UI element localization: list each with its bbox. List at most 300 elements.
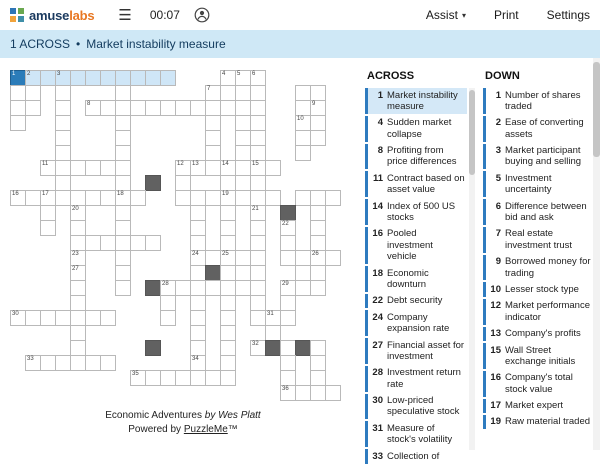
- grid-cell[interactable]: [115, 160, 131, 176]
- grid-cell[interactable]: [70, 205, 86, 221]
- grid-cell[interactable]: [115, 265, 131, 281]
- grid-cell-blocked: [205, 265, 221, 281]
- grid-cell[interactable]: [235, 250, 251, 266]
- grid-cell[interactable]: [310, 115, 326, 131]
- grid-cell[interactable]: [295, 115, 311, 131]
- grid-cell[interactable]: [265, 160, 281, 176]
- grid-cell[interactable]: [70, 160, 86, 176]
- clue-item[interactable]: [483, 88, 593, 114]
- grid-cell[interactable]: [220, 355, 236, 371]
- clue-item[interactable]: [483, 371, 593, 397]
- grid-cell[interactable]: [25, 100, 41, 116]
- grid-cell[interactable]: [205, 370, 221, 386]
- grid-cell[interactable]: [280, 220, 296, 236]
- grid-cell[interactable]: [250, 235, 266, 251]
- grid-cell[interactable]: [280, 370, 296, 386]
- crossword-grid: [10, 70, 356, 401]
- print-button[interactable]: Print: [493, 8, 519, 22]
- grid-cell[interactable]: [250, 250, 266, 266]
- grid-cell[interactable]: [310, 355, 326, 371]
- clue-item[interactable]: [365, 199, 467, 225]
- clue-number: 2: [495, 117, 501, 129]
- grid-cell[interactable]: [175, 175, 191, 191]
- clue-number: 10: [490, 283, 501, 295]
- cell-number: 18: [117, 191, 124, 197]
- grid-cell[interactable]: [250, 70, 266, 86]
- grid-cell[interactable]: [250, 175, 266, 191]
- grid-cell[interactable]: [115, 220, 131, 236]
- clue-item[interactable]: [483, 343, 593, 369]
- grid-cell[interactable]: [250, 85, 266, 101]
- grid-cell[interactable]: [25, 190, 41, 206]
- clue-text: Profiting from price differences: [387, 145, 457, 168]
- grid-cell[interactable]: [85, 355, 101, 371]
- grid-cell[interactable]: [70, 325, 86, 341]
- grid-cell[interactable]: [55, 85, 71, 101]
- clue-item[interactable]: [365, 449, 467, 463]
- grid-cell[interactable]: [70, 280, 86, 296]
- grid-cell[interactable]: [310, 100, 326, 116]
- grid-cell-blocked: [280, 205, 296, 221]
- grid-cell[interactable]: [40, 160, 56, 176]
- clue-item[interactable]: [483, 227, 593, 253]
- grid-cell[interactable]: [190, 265, 206, 281]
- banner-clue-ref: 1 ACROSS: [10, 37, 71, 51]
- grid-cell[interactable]: [250, 130, 266, 146]
- grid-cell[interactable]: [280, 235, 296, 251]
- grid-cell[interactable]: [250, 310, 266, 326]
- grid-cell[interactable]: [145, 370, 161, 386]
- grid-cell[interactable]: [220, 310, 236, 326]
- clue-item[interactable]: [483, 199, 593, 225]
- grid-cell[interactable]: [265, 310, 281, 326]
- clue-item[interactable]: [365, 88, 467, 114]
- clue-number: 7: [495, 228, 501, 240]
- assist-menu[interactable]: [426, 8, 466, 22]
- grid-cell[interactable]: [250, 190, 266, 206]
- grid-cell[interactable]: [190, 220, 206, 236]
- cell-number: 10: [297, 116, 304, 122]
- grid-cell[interactable]: [100, 190, 116, 206]
- grid-cell[interactable]: [220, 100, 236, 116]
- grid-cell[interactable]: [220, 295, 236, 311]
- clue-item[interactable]: [483, 116, 593, 142]
- grid-cell[interactable]: [220, 190, 236, 206]
- grid-cell[interactable]: [40, 310, 56, 326]
- grid-cell[interactable]: [250, 115, 266, 131]
- grid-cell[interactable]: [55, 70, 71, 86]
- grid-cell[interactable]: [115, 100, 131, 116]
- grid-cell[interactable]: [325, 190, 341, 206]
- grid-cell[interactable]: [220, 160, 236, 176]
- clue-text: Market performance indicator: [505, 300, 591, 323]
- cell-number: 19: [222, 191, 229, 197]
- grid-cell[interactable]: [220, 175, 236, 191]
- grid-cell[interactable]: [70, 190, 86, 206]
- grid-cell[interactable]: [40, 220, 56, 236]
- cell-number: 32: [252, 341, 259, 347]
- clue-item[interactable]: [483, 327, 593, 341]
- down-scrollbar-thumb[interactable]: [593, 62, 600, 157]
- user-icon: [194, 7, 210, 23]
- grid-cell[interactable]: [25, 85, 41, 101]
- grid-cell[interactable]: [160, 370, 176, 386]
- grid-cell[interactable]: [280, 295, 296, 311]
- grid-cell[interactable]: [220, 205, 236, 221]
- grid-cell[interactable]: [175, 160, 191, 176]
- grid-cell[interactable]: [115, 70, 131, 86]
- grid-cell[interactable]: [295, 190, 311, 206]
- grid-cell[interactable]: [115, 175, 131, 191]
- grid-cell[interactable]: [250, 145, 266, 161]
- user-button[interactable]: [194, 7, 210, 23]
- grid-cell[interactable]: [85, 235, 101, 251]
- grid-cell[interactable]: [85, 190, 101, 206]
- grid-cell[interactable]: [310, 220, 326, 236]
- clue-text: Market expert: [505, 400, 564, 412]
- grid-cell[interactable]: [70, 310, 86, 326]
- grid-cell[interactable]: [175, 100, 191, 116]
- grid-cell[interactable]: [205, 250, 221, 266]
- grid-cell[interactable]: [40, 205, 56, 221]
- grid-cell[interactable]: [115, 145, 131, 161]
- grid-cell-blocked: [295, 340, 311, 356]
- clue-item[interactable]: [483, 144, 593, 170]
- grid-cell[interactable]: [85, 160, 101, 176]
- cell-number: 21: [252, 206, 259, 212]
- grid-cell[interactable]: [10, 310, 26, 326]
- grid-cell[interactable]: [205, 130, 221, 146]
- grid-cell[interactable]: [55, 310, 71, 326]
- grid-cell[interactable]: [310, 250, 326, 266]
- grid-cell[interactable]: [70, 250, 86, 266]
- grid-cell[interactable]: [145, 235, 161, 251]
- grid-cell[interactable]: [205, 85, 221, 101]
- menu-button[interactable]: [118, 8, 131, 23]
- grid-cell[interactable]: [205, 145, 221, 161]
- clue-text: Ease of converting assets: [505, 117, 584, 140]
- grid-cell[interactable]: [295, 100, 311, 116]
- grid-cell[interactable]: [70, 355, 86, 371]
- grid-cell[interactable]: [235, 280, 251, 296]
- grid-cell[interactable]: [160, 310, 176, 326]
- grid-cell[interactable]: [295, 385, 311, 401]
- grid-cell[interactable]: [220, 370, 236, 386]
- grid-cell[interactable]: [220, 250, 236, 266]
- grid-cell[interactable]: [55, 115, 71, 131]
- grid-cell[interactable]: [280, 340, 296, 356]
- grid-cell[interactable]: [190, 310, 206, 326]
- grid-cell[interactable]: [40, 355, 56, 371]
- grid-cell[interactable]: [235, 190, 251, 206]
- clue-item[interactable]: [365, 144, 467, 170]
- grid-cell[interactable]: [115, 190, 131, 206]
- clue-item[interactable]: [483, 299, 593, 325]
- grid-cell[interactable]: [280, 355, 296, 371]
- clue-item[interactable]: [365, 171, 467, 197]
- grid-cell[interactable]: [10, 115, 26, 131]
- grid-cell[interactable]: [70, 220, 86, 236]
- cell-number: 14: [222, 161, 229, 167]
- puzzle-attribution: [10, 410, 356, 435]
- grid-cell[interactable]: [10, 100, 26, 116]
- grid-cell[interactable]: [100, 160, 116, 176]
- grid-cell[interactable]: [190, 325, 206, 341]
- grid-cell[interactable]: [295, 280, 311, 296]
- grid-cell[interactable]: [250, 340, 266, 356]
- grid-cell[interactable]: [145, 100, 161, 116]
- main-area: [0, 58, 600, 462]
- grid-cell[interactable]: [295, 130, 311, 146]
- grid-cell[interactable]: [310, 235, 326, 251]
- down-header: DOWN: [485, 70, 520, 82]
- grid-cell[interactable]: [190, 235, 206, 251]
- grid-cell[interactable]: [220, 70, 236, 86]
- grid-cell[interactable]: [55, 145, 71, 161]
- grid-cell[interactable]: [175, 190, 191, 206]
- clue-text: Low-priced speculative stock: [387, 395, 460, 418]
- grid-cell[interactable]: [115, 235, 131, 251]
- grid-cell[interactable]: [325, 250, 341, 266]
- grid-cell[interactable]: [25, 310, 41, 326]
- clue-item[interactable]: [365, 421, 467, 447]
- grid-cell[interactable]: [295, 145, 311, 161]
- grid-cell[interactable]: [235, 100, 251, 116]
- grid-cell[interactable]: [220, 235, 236, 251]
- grid-cell[interactable]: [55, 160, 71, 176]
- clue-text: Contract based on asset value: [387, 172, 465, 196]
- top-toolbar: [0, 0, 600, 30]
- grid-cell[interactable]: [235, 145, 251, 161]
- grid-cell[interactable]: [235, 115, 251, 131]
- grid-cell[interactable]: [190, 295, 206, 311]
- grid-cell-blocked: [145, 340, 161, 356]
- grid-cell[interactable]: [205, 100, 221, 116]
- grid-cell[interactable]: [55, 100, 71, 116]
- clue-number: 30: [372, 395, 383, 407]
- grid-cell[interactable]: [250, 295, 266, 311]
- grid-cell[interactable]: [310, 265, 326, 281]
- amuselabs-logo-text: [29, 8, 94, 23]
- clue-item[interactable]: [483, 399, 593, 413]
- grid-cell[interactable]: [295, 250, 311, 266]
- grid-cell[interactable]: [160, 100, 176, 116]
- grid-cell[interactable]: [160, 295, 176, 311]
- grid-cell[interactable]: [115, 130, 131, 146]
- grid-cell[interactable]: [205, 280, 221, 296]
- grid-cell[interactable]: [25, 70, 41, 86]
- grid-cell-selected[interactable]: [10, 70, 26, 86]
- across-scrollbar[interactable]: [469, 88, 475, 450]
- grid-cell[interactable]: [280, 250, 296, 266]
- across-scrollbar-thumb[interactable]: [469, 90, 475, 175]
- clue-item[interactable]: [365, 116, 467, 142]
- grid-cell[interactable]: [130, 190, 146, 206]
- clue-item[interactable]: [365, 227, 467, 264]
- grid-cell[interactable]: [55, 175, 71, 191]
- grid-cell[interactable]: [130, 235, 146, 251]
- down-scrollbar[interactable]: [593, 58, 600, 450]
- grid-cell[interactable]: [130, 100, 146, 116]
- clue-number: 1: [495, 89, 501, 101]
- grid-cell[interactable]: [250, 265, 266, 281]
- amuselabs-logo[interactable]: [10, 8, 94, 23]
- hamburger-icon: ☰: [118, 6, 132, 24]
- grid-cell[interactable]: [190, 250, 206, 266]
- cell-number: 26: [312, 251, 319, 257]
- clue-item[interactable]: [365, 394, 467, 420]
- grid-cell[interactable]: [115, 85, 131, 101]
- grid-cell[interactable]: [190, 340, 206, 356]
- grid-cell[interactable]: [295, 85, 311, 101]
- grid-cell[interactable]: [190, 280, 206, 296]
- grid-cell[interactable]: [310, 205, 326, 221]
- grid-cell[interactable]: [310, 340, 326, 356]
- grid-cell[interactable]: [265, 190, 281, 206]
- grid-cell[interactable]: [220, 340, 236, 356]
- clue-item[interactable]: [483, 171, 593, 197]
- clue-text: Wall Street exchange initials: [505, 344, 576, 367]
- grid-cell[interactable]: [205, 115, 221, 131]
- grid-cell-blocked: [265, 340, 281, 356]
- clue-number: 24: [372, 311, 383, 323]
- grid-cell[interactable]: [40, 70, 56, 86]
- toolbar-actions: [426, 8, 590, 22]
- clue-item[interactable]: [365, 310, 467, 336]
- grid-cell[interactable]: [100, 70, 116, 86]
- grid-cell[interactable]: [70, 340, 86, 356]
- across-clue-list: [363, 88, 467, 464]
- clue-item[interactable]: [483, 255, 593, 281]
- grid-cell[interactable]: [10, 190, 26, 206]
- grid-cell[interactable]: [310, 280, 326, 296]
- timer-display: 00:07: [149, 8, 180, 22]
- grid-cell[interactable]: [85, 100, 101, 116]
- clue-panel: [363, 58, 600, 462]
- grid-cell[interactable]: [25, 355, 41, 371]
- grid-cell[interactable]: [100, 310, 116, 326]
- clue-item[interactable]: [365, 266, 467, 292]
- grid-cell[interactable]: [160, 70, 176, 86]
- grid-cell[interactable]: [235, 160, 251, 176]
- grid-cell[interactable]: [160, 280, 176, 296]
- grid-cell[interactable]: [235, 130, 251, 146]
- grid-cell[interactable]: [70, 265, 86, 281]
- grid-cell[interactable]: [115, 115, 131, 131]
- grid-cell[interactable]: [175, 370, 191, 386]
- grid-cell[interactable]: [310, 85, 326, 101]
- grid-cell[interactable]: [130, 70, 146, 86]
- grid-cell[interactable]: [220, 325, 236, 341]
- banner-clue-text: Market instability measure: [86, 37, 226, 51]
- puzzleme-link[interactable]: PuzzleMe: [183, 424, 228, 435]
- cell-number: 30: [12, 311, 19, 317]
- grid-cell[interactable]: [115, 280, 131, 296]
- grid-cell[interactable]: [190, 370, 206, 386]
- grid-cell[interactable]: [310, 190, 326, 206]
- grid-cell[interactable]: [40, 190, 56, 206]
- grid-cell[interactable]: [265, 325, 281, 341]
- cell-number: 22: [282, 221, 289, 227]
- grid-cell[interactable]: [220, 220, 236, 236]
- grid-cell[interactable]: [115, 205, 131, 221]
- grid-cell[interactable]: [70, 295, 86, 311]
- grid-cell[interactable]: [100, 355, 116, 371]
- clue-number: 3: [495, 145, 501, 157]
- clue-item[interactable]: [365, 366, 467, 392]
- clue-number: 11: [372, 172, 383, 184]
- grid-cell[interactable]: [295, 265, 311, 281]
- grid-cell[interactable]: [115, 250, 131, 266]
- grid-cell[interactable]: [235, 70, 251, 86]
- grid-cell[interactable]: [220, 265, 236, 281]
- grid-cell[interactable]: [250, 205, 266, 221]
- cell-number: 3: [57, 71, 61, 77]
- grid-cell[interactable]: [190, 205, 206, 221]
- grid-cell[interactable]: [235, 85, 251, 101]
- grid-cell[interactable]: [190, 355, 206, 371]
- logo-text-labs: labs: [69, 7, 95, 23]
- grid-cell[interactable]: [280, 385, 296, 401]
- clue-item[interactable]: [483, 415, 593, 429]
- grid-cell[interactable]: [130, 370, 146, 386]
- grid-cell[interactable]: [55, 190, 71, 206]
- grid-cell-blocked: [145, 280, 161, 296]
- grid-cell[interactable]: [190, 190, 206, 206]
- clue-number: 27: [372, 339, 383, 351]
- grid-cell[interactable]: [205, 160, 221, 176]
- grid-cell[interactable]: [175, 280, 191, 296]
- cell-number: 7: [207, 86, 211, 92]
- grid-cell[interactable]: [55, 355, 71, 371]
- grid-cell[interactable]: [250, 160, 266, 176]
- grid-cell[interactable]: [190, 160, 206, 176]
- clue-item[interactable]: [483, 282, 593, 296]
- clue-item[interactable]: [365, 294, 467, 308]
- down-clue-column: [481, 58, 593, 450]
- grid-cell[interactable]: [310, 385, 326, 401]
- clue-item[interactable]: [365, 338, 467, 364]
- grid-cell[interactable]: [85, 310, 101, 326]
- grid-cell[interactable]: [220, 85, 236, 101]
- grid-cell[interactable]: [190, 100, 206, 116]
- clue-number: 22: [372, 295, 383, 307]
- grid-cell[interactable]: [85, 70, 101, 86]
- grid-cell[interactable]: [205, 190, 221, 206]
- grid-cell[interactable]: [220, 280, 236, 296]
- clue-number: 28: [372, 367, 383, 379]
- grid-cell[interactable]: [100, 235, 116, 251]
- grid-cell[interactable]: [100, 100, 116, 116]
- grid-cell[interactable]: [70, 235, 86, 251]
- grid-cell[interactable]: [310, 370, 326, 386]
- grid-cell[interactable]: [250, 220, 266, 236]
- cell-number: 13: [192, 161, 199, 167]
- settings-button[interactable]: Settings: [546, 8, 590, 22]
- grid-cell[interactable]: [55, 130, 71, 146]
- grid-cell[interactable]: [250, 280, 266, 296]
- grid-cell[interactable]: [10, 85, 26, 101]
- grid-cell[interactable]: [280, 310, 296, 326]
- clue-text: Economic downturn: [387, 267, 429, 290]
- grid-cell[interactable]: [145, 70, 161, 86]
- grid-cell[interactable]: [250, 100, 266, 116]
- grid-cell[interactable]: [310, 130, 326, 146]
- grid-cell[interactable]: [325, 385, 341, 401]
- grid-cell[interactable]: [70, 70, 86, 86]
- grid-cell[interactable]: [280, 280, 296, 296]
- cell-number: 11: [42, 161, 49, 167]
